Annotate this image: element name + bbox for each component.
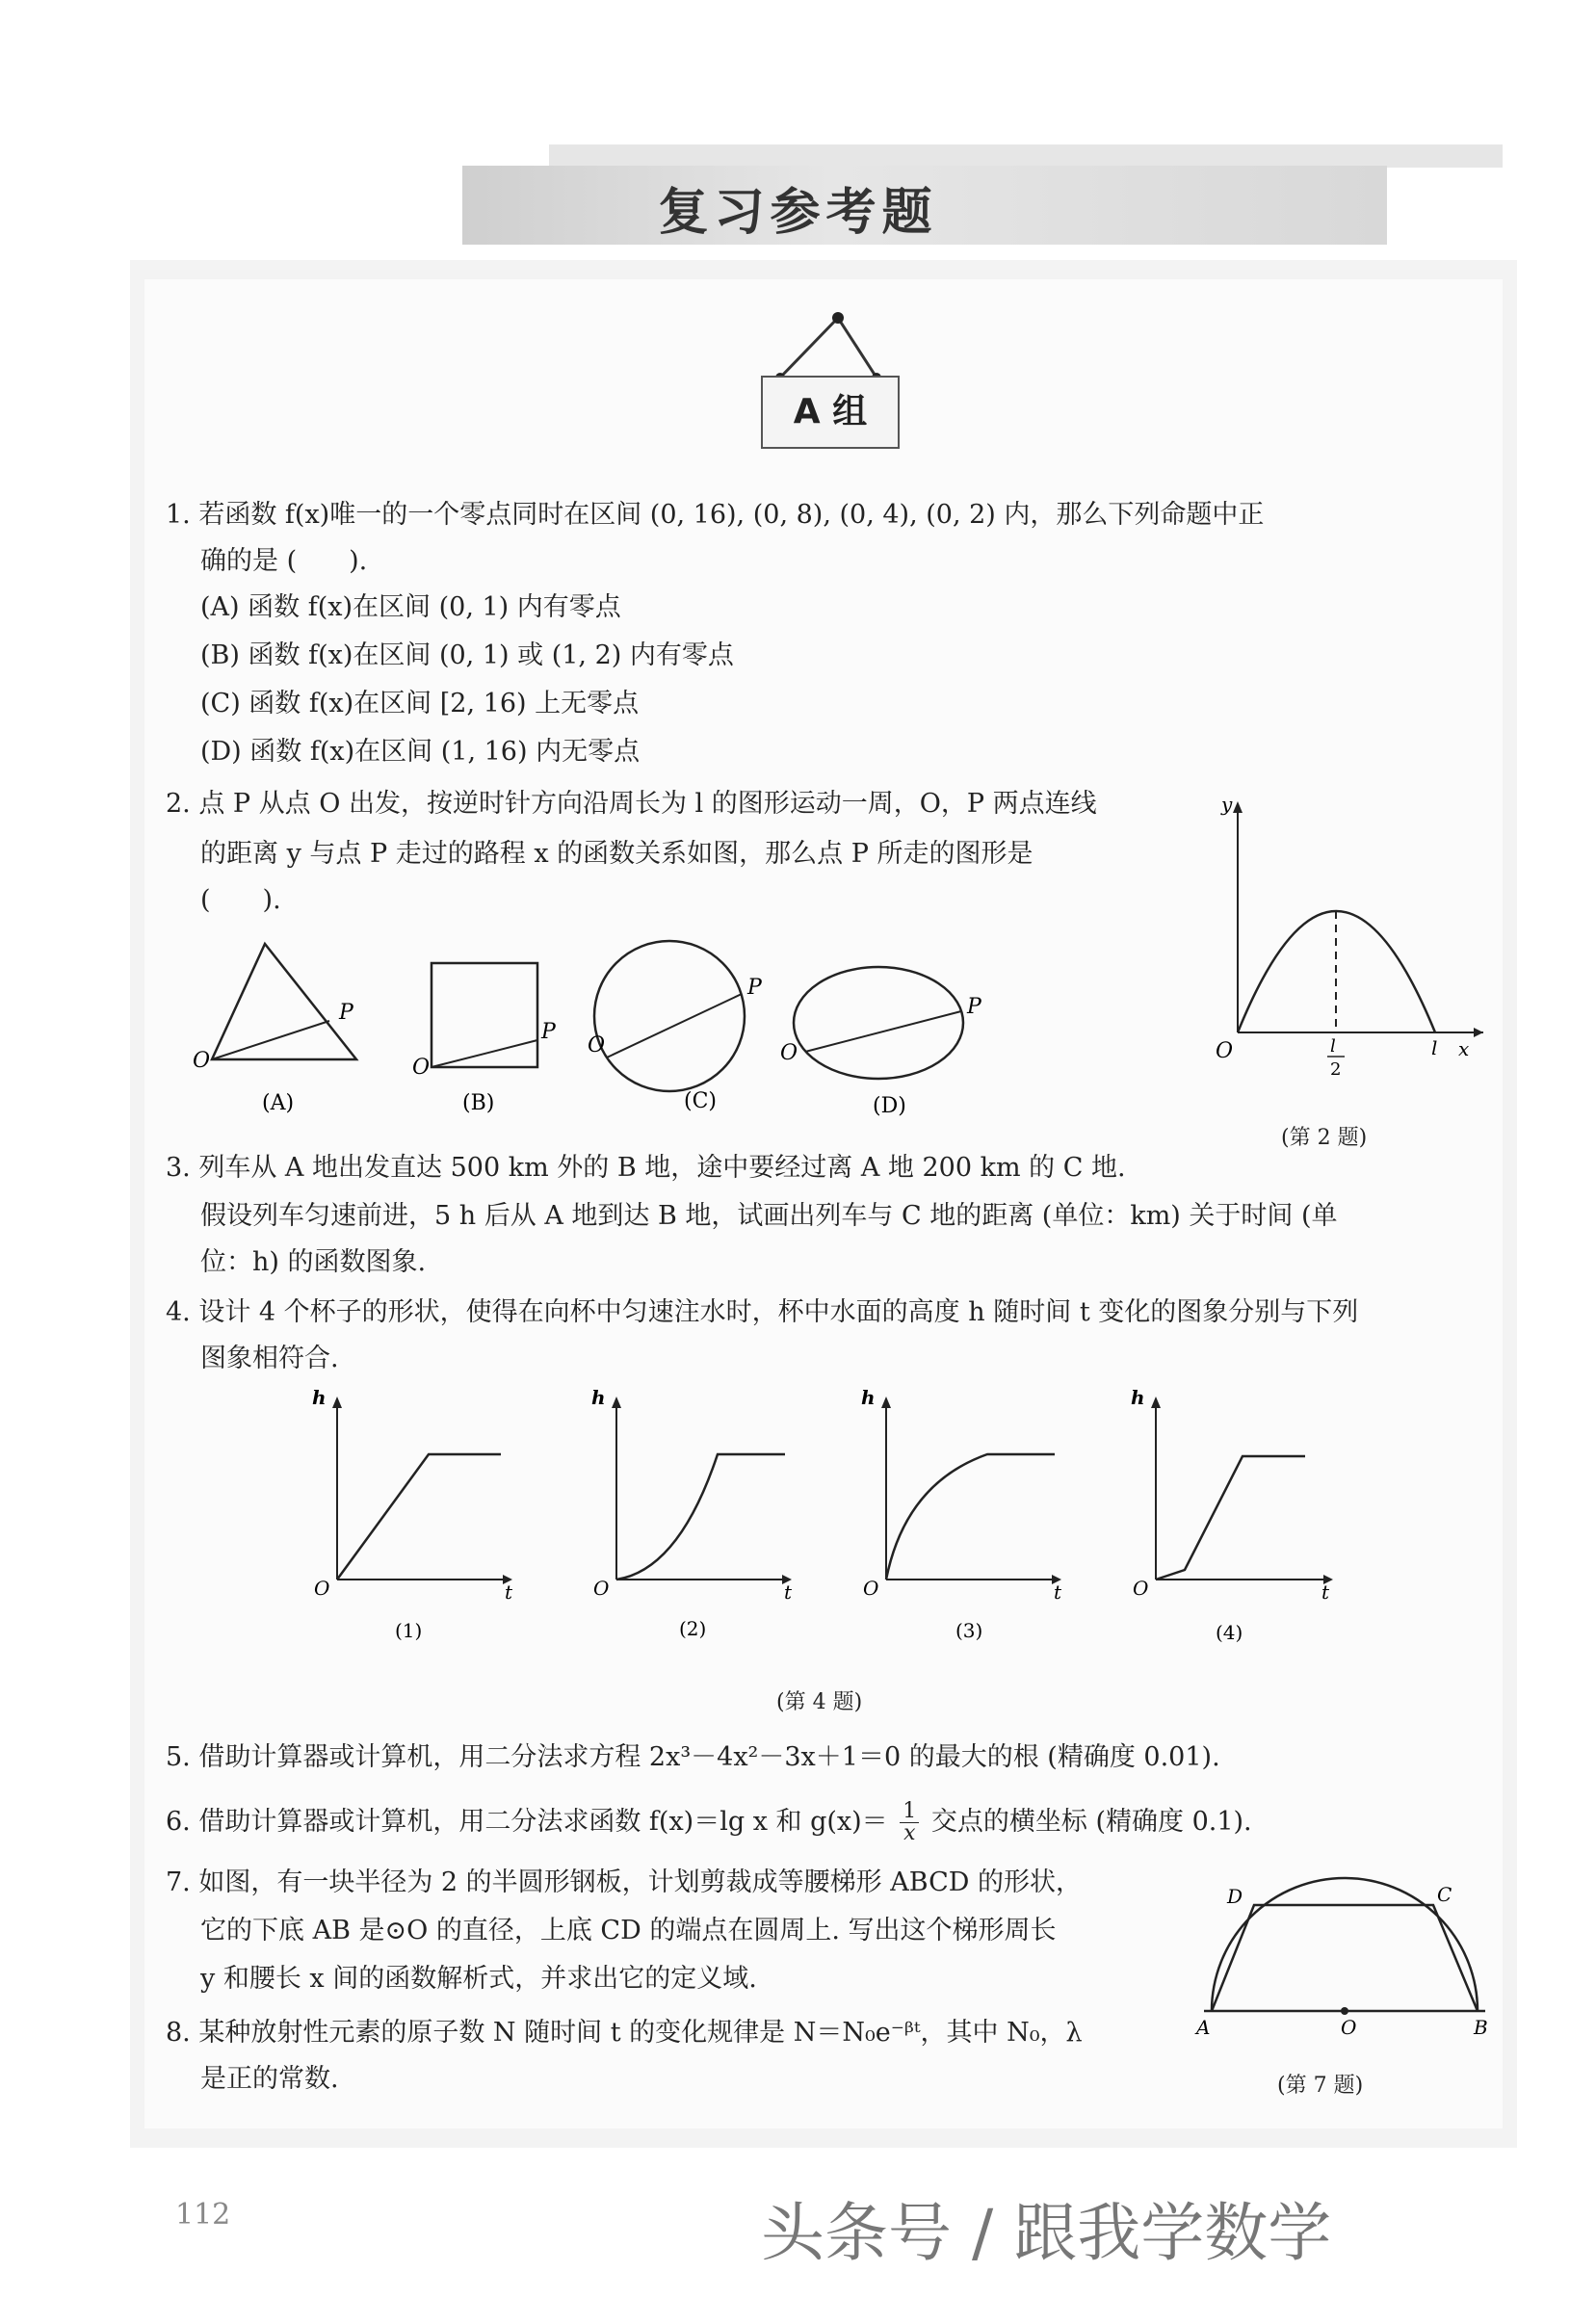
svg-text:t: t [505,1580,513,1604]
q7-line2: 它的下底 AB 是⊙O 的直径，上底 CD 的端点在圆周上. 写出这个梯形周长 [200,1916,1057,1945]
q2-line2: 的距离 y 与点 P 走过的路程 x 的函数关系如图，那么点 P 所走的图形是 [200,839,1033,869]
h-graph-label-2: (2) [679,1617,707,1640]
graph-origin: O [1216,1039,1234,1063]
graph-y-label: y [1221,793,1233,816]
shape-circle [588,941,763,1113]
graph-mid-den: 2 [1330,1059,1342,1079]
cir-p-label: P [747,976,762,1000]
q4-line2: 图象相符合. [200,1344,339,1373]
q2-shape-figures [183,934,1050,1127]
q2-graph [1204,790,1493,1079]
q3-line2: 假设列车匀速前进，5 h 后从 A 地到达 B 地，试画出列车与 C 地的距离 (单位：km) 关于时间 (单 [200,1201,1338,1231]
q6-fraction [900,1801,919,1844]
q2-caption: (第 2 题) [1281,1126,1368,1150]
q1-option-c: (C) 函数 f(x)在区间 [2, 16) 上无零点 [200,689,640,718]
shape-triangle [193,944,356,1115]
q5-line: 5. 借助计算器或计算机，用二分法求方程 2x³－4x²－3x＋1＝0 的最大的根 (精确度 0.01). [166,1742,1220,1772]
q2-line3: ( ). [200,885,281,915]
q7-line3: y 和腰长 x 间的函数解析式，并求出它的定义域. [200,1964,757,1994]
q1-option-d: (D) 函数 f(x)在区间 (1, 16) 内无零点 [200,737,641,767]
q3-line1: 3. 列车从 A 地出发直达 500 km 外的 B 地，途中要经过离 A 地 200 km 的 C 地. [166,1153,1126,1183]
graph-x-label: x [1458,1037,1470,1060]
q2-line1: 2. 点 P 从点 O 出发，按逆时针方向沿周长为 l 的图形运动一周，O，P 两点连线 [166,789,1097,819]
hanger-icon [761,308,896,385]
pt-d: D [1227,1885,1243,1908]
q6-line [166,1801,1252,1844]
svg-text:t: t [1054,1580,1062,1604]
tri-p-label: P [339,1001,353,1025]
svg-text:h: h [591,1387,606,1409]
q4-line1: 4. 设计 4 个杯子的形状，使得在向杯中匀速注水时，杯中水面的高度 h 随时间 t 变化的图象分别与下列 [166,1297,1359,1327]
svg-text:t: t [1321,1580,1330,1604]
h-graph-label-4: (4) [1216,1621,1243,1644]
q1-option-b: (B) 函数 f(x)在区间 (0, 1) 或 (1, 2) 内有零点 [200,640,734,670]
h-graph-2 [591,1387,793,1640]
q1-line2: 确的是 ( ). [200,546,368,576]
ell-o-label: O [780,1041,798,1065]
q4-caption: (第 4 题) [776,1690,863,1714]
q1-line1: 1. 若函数 f(x)唯一的一个零点同时在区间 (0, 16), (0, 8), (0, 4), (0, 2) 内，那么下列命题中正 [166,500,1265,530]
q8-line1: 8. 某种放射性元素的原子数 N 随时间 t 的变化规律是 N＝N₀e⁻ᵝᵗ，其中 N₀，λ [166,2018,1083,2048]
fig-label-a: (A) [262,1091,295,1115]
cir-o-label: O [588,1033,606,1058]
svg-text:h: h [861,1387,876,1409]
q7-semicircle-figure [1185,1868,1493,2042]
svg-text:h: h [1131,1387,1145,1409]
q6-text-a: 6. 借助计算器或计算机，用二分法求函数 f(x)＝lg x 和 g(x)＝ [166,1807,888,1837]
svg-text:h: h [312,1387,327,1409]
h-graph-1 [312,1387,513,1642]
sq-o-label: O [412,1056,431,1080]
group-label: A 组 [761,376,900,449]
shape-square [412,963,557,1115]
graph-mid-num: l [1330,1036,1336,1057]
ell-p-label: P [967,995,981,1019]
q7-caption: (第 7 题) [1277,2074,1364,2098]
q6-frac-den: x [903,1821,916,1845]
shape-ellipse [780,967,982,1118]
q1-option-a: (A) 函数 f(x)在区间 (0, 1) 内有零点 [200,592,621,622]
page-title: 复习参考题 [658,183,938,242]
h-graph-label-3: (3) [955,1619,983,1642]
fig-label-d: (D) [873,1094,906,1118]
q6-text-b: 交点的横坐标 (精确度 0.1). [930,1807,1252,1837]
fig-label-c: (C) [684,1089,717,1113]
pt-o: O [1341,2016,1357,2039]
svg-text:t: t [784,1580,793,1604]
pt-a: A [1196,2016,1211,2039]
q6-frac-num: 1 [900,1801,919,1823]
q4-graphs [299,1387,1348,1657]
h-graph-3 [861,1387,1062,1642]
svg-text:O: O [863,1577,879,1600]
graph-end-label: l [1431,1036,1438,1059]
pt-b: B [1474,2016,1488,2039]
page-number: 112 [175,2198,231,2232]
sq-p-label: P [541,1020,556,1044]
q8-line2: 是正的常数. [200,2064,339,2094]
title-shadow [549,144,1503,168]
watermark-text: 头条号 / 跟我学数学 [761,2196,1332,2270]
q7-line1: 7. 如图，有一块半径为 2 的半圆形钢板，计划剪裁成等腰梯形 ABCD 的形状， [166,1867,1082,1897]
h-graph-4 [1131,1387,1333,1644]
pt-c: C [1437,1883,1452,1906]
q3-line3: 位：h) 的函数图象. [200,1247,427,1277]
svg-text:O: O [593,1577,610,1600]
tri-o-label: O [193,1049,211,1073]
svg-text:O: O [314,1577,330,1600]
h-graph-label-1: (1) [395,1619,423,1642]
svg-text:O: O [1133,1577,1149,1600]
fig-label-b: (B) [462,1091,495,1115]
